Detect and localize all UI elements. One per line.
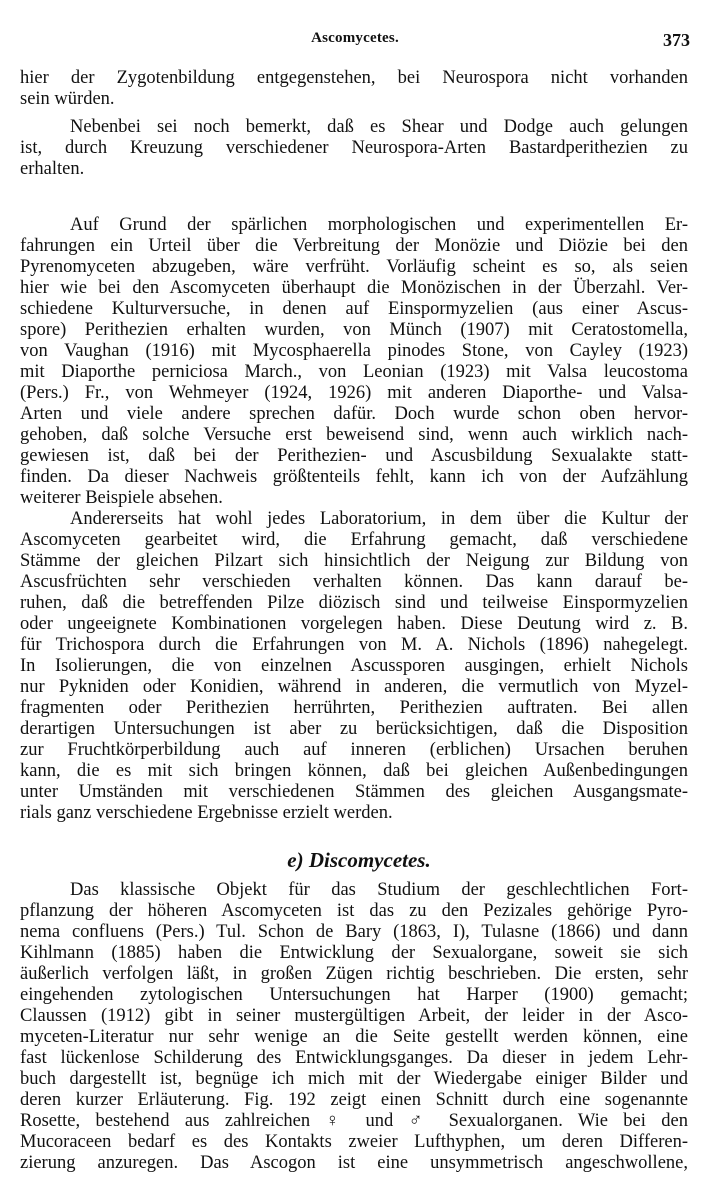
text-line: erhalten. — [20, 159, 85, 179]
text-line: fahrungen ein Urteil über die Verbreitung der Monözie und Diözie bei den — [20, 236, 688, 256]
text-line: Andererseits hat wohl jedes Laboratorium, in dem über die Kultur der — [70, 509, 688, 529]
text-line: finden. Da dieser Nachweis größtenteils fehlt, kann ich von der Aufzählung — [20, 467, 688, 487]
text-line: derartigen Untersuchungen ist aber zu berücksichtigen, daß die Disposition — [20, 719, 688, 739]
text-line: pflanzung der höheren Ascomyceten ist das zu den Pezizales gehörige Pyro- — [20, 901, 688, 921]
paragraph-3 — [20, 215, 688, 509]
text-line: kann, die es mit sich bringen können, daß bei gleichen Außenbedingungen — [20, 761, 688, 781]
paragraph-2 — [20, 117, 688, 180]
paragraph-1 — [20, 68, 688, 110]
text-line: (Pers.) Fr., von Wehmeyer (1924, 1926) mit anderen Diaporthe- und Valsa- — [20, 383, 688, 403]
paragraph-4 — [20, 509, 688, 824]
text-line: spore) Perithezien erhalten wurden, von Münch (1907) mit Ceratostomella, — [20, 320, 688, 340]
text-line: ruhen, daß die betreffenden Pilze diözisch sind und teilweise Einspormyzelien — [20, 593, 688, 613]
text-line: Auf Grund der spärlichen morphologischen und experimentellen Er- — [70, 215, 688, 235]
text-line: Pyrenomyceten abzugeben, wäre verfrüht. Vorläufig scheint es so, als seien — [20, 257, 688, 277]
text-line: mit Diaporthe perniciosa March., von Leonian (1923) mit Valsa leucostoma — [20, 362, 688, 382]
text-line: Das klassische Objekt für das Studium der geschlechtlichen Fort- — [70, 880, 688, 900]
text-line: äußerlich verfolgen läßt, in großen Zügen richtig beschrieben. Die ersten, sehr — [20, 964, 688, 984]
text-line: von Vaughan (1916) mit Mycosphaerella pinodes Stone, von Cayley (1923) — [20, 341, 688, 361]
text-line: eingehenden zytologischen Untersuchungen hat Harper (1900) gemacht; — [20, 985, 688, 1005]
section-heading: e) Discomycetes. — [287, 848, 431, 872]
text-line: fragmenten oder Perithezien herrührten, Perithezien auftraten. Bei allen — [20, 698, 688, 718]
text-line: Kihlmann (1885) haben die Entwicklung der Sexualorgane, soweit sie sich — [20, 943, 688, 963]
text-line: zierung anzuregen. Das Ascogon ist eine unsymmetrisch angeschwollene, — [20, 1153, 688, 1173]
text-line: Claussen (1912) gibt in seiner mustergültigen Arbeit, der leider in der Asco- — [20, 1006, 688, 1026]
text-line: fast lückenlose Schilderung des Entwicklungsganges. Da dieser in jedem Lehr- — [20, 1048, 688, 1068]
text-line: für Trichospora durch die Erfahrungen von M. A. Nichols (1896) nahegelegt. — [20, 635, 688, 655]
text-line: Ascomyceten gearbeitet wird, die Erfahrung gemacht, daß verschiedene — [20, 530, 688, 550]
text-line: Nebenbei sei noch bemerkt, daß es Shear und Dodge auch gelungen — [70, 117, 688, 137]
text-line: Rosette, bestehend aus zahlreichen ♀ und ♂ Sexualorganen. Wie bei den — [20, 1111, 688, 1131]
paragraph-5 — [20, 880, 688, 1174]
text-line: deren kurzer Erläuterung. Fig. 192 zeigt einen Schnitt durch eine sogenannte — [20, 1090, 688, 1110]
text-line: gewiesen ist, daß bei der Perithezien- und Ascusbildung Sexualakte statt- — [20, 446, 688, 466]
text-line: oder ungeeignete Kombinationen vorgelegen haben. Diese Deutung wird z. B. — [20, 614, 688, 634]
text-line: nur Pykniden oder Konidien, während in anderen, die vermutlich von Myzel- — [20, 677, 688, 697]
text-line: Ascusfrüchten sehr verschieden verhalten können. Das kann darauf be- — [20, 572, 688, 592]
page-header — [20, 30, 690, 56]
text-line: unter Umständen mit verschiedenen Stämmen des gleichen Ausgangsmate- — [20, 782, 688, 802]
text-line: schiedene Kulturversuche, in denen auf Einspormyzelien (aus einer Ascus- — [20, 299, 688, 319]
text-line: zur Fruchtkörperbildung auch auf inneren (erblichen) Ursachen beruhen — [20, 740, 688, 760]
text-line: Mucoraceen bedarf es des Kontakts zweier Lufthyphen, um deren Differen- — [20, 1132, 688, 1152]
text-line: nema confluens (Pers.) Tul. Schon de Bary (1863, I), Tulasne (1866) und dann — [20, 922, 688, 942]
text-line: buch dargestellt ist, begnüge ich mich mit der Wiedergabe einiger Bilder und — [20, 1069, 688, 1089]
text-line: sein würden. — [20, 89, 115, 109]
text-line: hier wie bei den Ascomyceten überhaupt die Monözischen in der Überzahl. Ver- — [20, 278, 688, 298]
text-line: myceten-Literatur nur sehr wenige an die Seite gestellt werden können, eine — [20, 1027, 688, 1047]
text-line: weiterer Beispiele absehen. — [20, 488, 223, 508]
text-line: In Isolierungen, die von einzelnen Ascussporen ausgingen, erhielt Nichols — [20, 656, 688, 676]
page-number: 373 — [663, 30, 690, 50]
text-line: hier der Zygotenbildung entgegenstehen, bei Neurospora nicht vorhanden — [20, 68, 688, 88]
text-line: Arten und viele andere sprechen dafür. Doch wurde schon oben hervor- — [20, 404, 688, 424]
text-line: gehoben, daß solche Versuche erst beweisend sind, wenn auch wirklich nach- — [20, 425, 688, 445]
text-line: ist, durch Kreuzung verschiedener Neurospora-Arten Bastardperithezien zu — [20, 138, 688, 158]
text-line: rials ganz verschiedene Ergebnisse erzielt werden. — [20, 803, 393, 823]
running-head: Ascomycetes. — [311, 30, 399, 46]
text-line: Stämme der gleichen Pilzart sich hinsichtlich der Neigung zur Bildung von — [20, 551, 688, 571]
